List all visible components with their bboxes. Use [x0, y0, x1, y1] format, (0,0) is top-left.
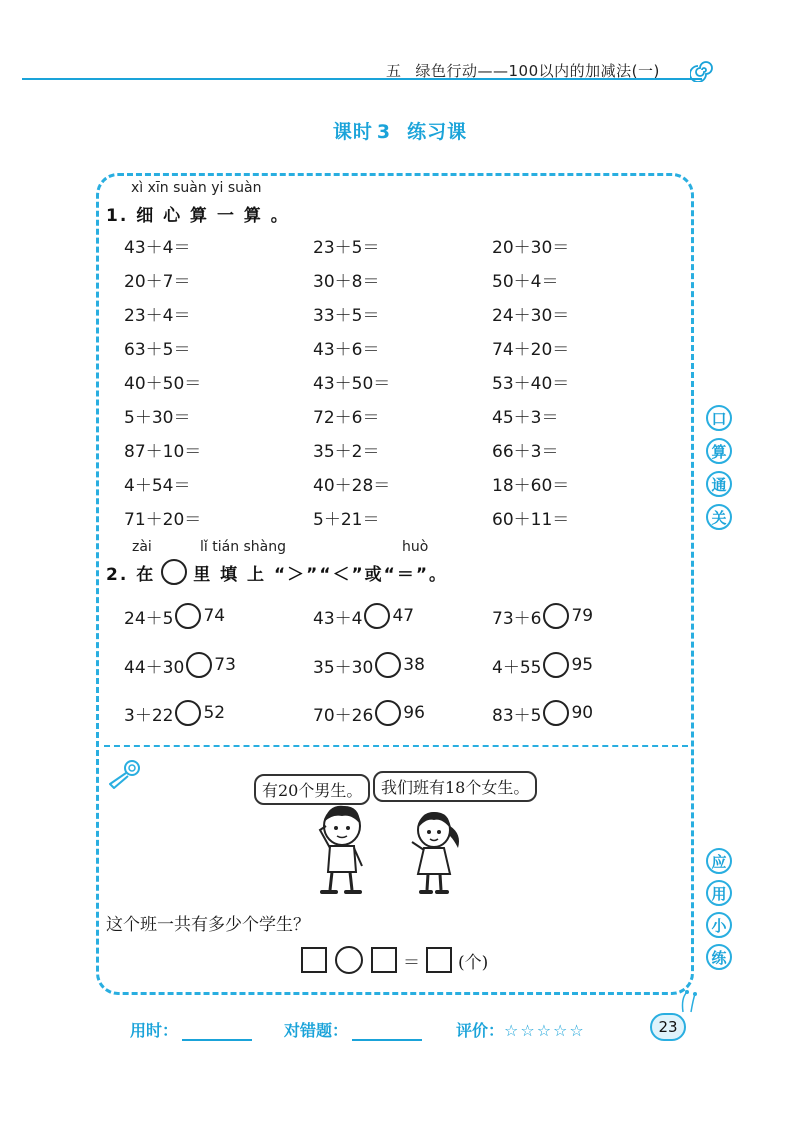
correct-label: 对错题：: [284, 1021, 349, 1040]
comparison-left: 35＋30: [313, 657, 374, 678]
equation: 18＋60＝: [492, 476, 570, 496]
comparison-right: 74: [203, 606, 226, 626]
equation: 4＋54＝: [124, 476, 191, 496]
correct-field: [284, 1018, 422, 1041]
equation: 63＋5＝: [124, 340, 191, 360]
result-box[interactable]: [426, 947, 452, 973]
comparison-left: 44＋30: [124, 657, 185, 678]
comparison-left: 43＋4: [313, 608, 363, 629]
answer-box[interactable]: [371, 947, 397, 973]
comparison-right: 95: [571, 655, 594, 675]
section1-title: 1. 细 心 算 一 算 。: [106, 206, 290, 226]
answer-circle[interactable]: [186, 652, 212, 678]
side-label-char: 通: [706, 471, 732, 497]
rating-stars[interactable]: ☆☆☆☆☆: [504, 1021, 586, 1040]
equation: 43＋50＝: [313, 374, 391, 394]
equation: 72＋6＝: [313, 408, 380, 428]
comparison-right: 52: [203, 703, 226, 723]
running-header: [386, 60, 660, 81]
answer-circle[interactable]: [543, 700, 569, 726]
comparison-item: [492, 700, 593, 726]
equation: 74＋20＝: [492, 340, 570, 360]
equation: 66＋3＝: [492, 442, 559, 462]
comparison-item: [313, 603, 414, 629]
answer-box[interactable]: [301, 947, 327, 973]
comparison-right: 79: [571, 606, 594, 626]
side-label-char: 小: [706, 912, 732, 938]
side-label-char: 口: [706, 405, 732, 431]
chapter-title: 绿色行动——100以内的加减法(一): [415, 62, 660, 80]
answer-circle[interactable]: [543, 603, 569, 629]
answer-circle[interactable]: [543, 652, 569, 678]
rating-label: 评价：: [456, 1021, 505, 1040]
comparison-right: 90: [571, 703, 594, 723]
comparison-item: [492, 652, 593, 678]
comparison-item: [124, 652, 236, 678]
unit-label: (个): [458, 952, 489, 973]
equation: 45＋3＝: [492, 408, 559, 428]
comparison-left: 4＋55: [492, 657, 542, 678]
correct-blank[interactable]: [352, 1021, 422, 1041]
section2-title-prefix: 2. 在: [106, 564, 156, 585]
pinyin-li-tian-shang: lǐ tián shàng: [200, 539, 287, 555]
answer-equation: [301, 946, 488, 974]
comparison-right: 96: [403, 703, 425, 723]
side-label-char: 应: [706, 848, 732, 874]
comparison-left: 83＋5: [492, 705, 542, 726]
equation: 20＋7＝: [124, 272, 191, 292]
boy-illustration: [308, 800, 372, 898]
comparison-left: 70＋26: [313, 705, 374, 726]
equation: 33＋5＝: [313, 306, 380, 326]
comparison-item: [313, 652, 425, 678]
circle-icon: [161, 559, 187, 585]
equation: 40＋28＝: [313, 476, 391, 496]
equation: 23＋5＝: [313, 238, 380, 258]
side-label-char: 关: [706, 504, 732, 530]
lesson-label: 课时: [332, 121, 373, 143]
equation: 87＋10＝: [124, 442, 202, 462]
equation: 43＋4＝: [124, 238, 191, 258]
time-label: 用时：: [130, 1021, 179, 1040]
equation: 30＋8＝: [313, 272, 380, 292]
speech-bubble-boy: 有20个男生。: [254, 774, 370, 805]
answer-circle[interactable]: [175, 700, 201, 726]
lesson-name: 练习课: [407, 121, 468, 143]
girl-illustration: [404, 806, 464, 896]
equation: 5＋21＝: [313, 510, 380, 530]
comparison-left: 24＋5: [124, 608, 174, 629]
equation: 23＋4＝: [124, 306, 191, 326]
comparison-right: 73: [214, 655, 236, 675]
answer-circle[interactable]: [375, 652, 401, 678]
lesson-title: [0, 117, 800, 144]
spiral-icon: [690, 58, 714, 82]
comparison-left: 3＋22: [124, 705, 174, 726]
equation: 60＋11＝: [492, 510, 570, 530]
snail-antenna-icon: [675, 988, 699, 1014]
equation: 50＋4＝: [492, 272, 559, 292]
comparison-item: [492, 603, 593, 629]
answer-circle[interactable]: [375, 700, 401, 726]
equation: 24＋30＝: [492, 306, 570, 326]
time-field: [130, 1018, 252, 1041]
word-problem-question: 这个班一共有多少个学生？: [106, 915, 310, 935]
speech-bubble-girl: 我们班有18个女生。: [373, 771, 537, 802]
lesson-number: 3: [376, 121, 392, 143]
section2-title-suffix: 里 填 上 “＞”“＜”或“＝”。: [193, 564, 449, 585]
equation: 20＋30＝: [492, 238, 570, 258]
answer-circle[interactable]: [364, 603, 390, 629]
pinyin-huo: huò: [402, 539, 429, 555]
comparison-right: 47: [392, 606, 415, 626]
time-blank[interactable]: [182, 1021, 252, 1041]
unit-number: 五: [386, 62, 402, 80]
equation: 40＋50＝: [124, 374, 202, 394]
equals-sign: ＝: [403, 952, 420, 973]
pinyin-zai: zài: [132, 539, 152, 555]
equation: 43＋6＝: [313, 340, 380, 360]
comparison-right: 38: [403, 655, 425, 675]
operator-circle[interactable]: [335, 946, 363, 974]
magnifier-icon: [104, 756, 144, 790]
section2-title: [106, 559, 448, 585]
comparison-left: 73＋6: [492, 608, 542, 629]
comparison-item: [313, 700, 425, 726]
equation: 71＋20＝: [124, 510, 202, 530]
page-number: 23: [650, 1013, 686, 1041]
section1-pinyin: xì xīn suàn yi suàn: [131, 180, 262, 196]
comparison-item: [124, 700, 225, 726]
side-label-char: 用: [706, 880, 732, 906]
equation: 53＋40＝: [492, 374, 570, 394]
comparison-item: [124, 603, 225, 629]
side-label-char: 算: [706, 438, 732, 464]
side-label-char: 练: [706, 944, 732, 970]
equation: 35＋2＝: [313, 442, 380, 462]
equation: 5＋30＝: [124, 408, 191, 428]
section-divider: [104, 745, 688, 747]
answer-circle[interactable]: [175, 603, 201, 629]
rating-field: [456, 1018, 586, 1041]
